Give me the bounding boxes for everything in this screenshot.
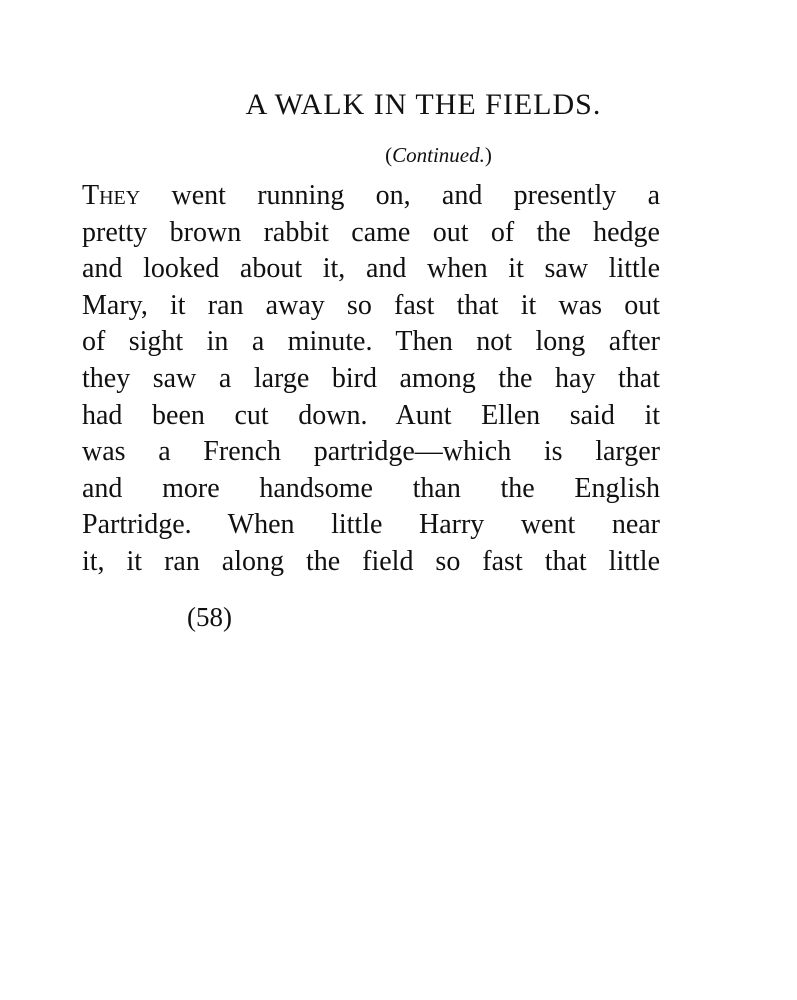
text-line-9: and more handsome than the English — [82, 472, 660, 504]
chapter-subtitle — [0, 140, 797, 170]
subtitle-open-paren: ( — [385, 143, 393, 167]
text-line-8: was a French partridge—which is larger — [82, 436, 660, 468]
text-line-6: they saw a large bird among the hay that — [82, 362, 660, 394]
text-line-2: pretty brown rabbit came out of the hedge — [82, 216, 660, 248]
text-line-1-rest: went running on, and presently a — [140, 180, 660, 211]
subtitle-close-paren: ) — [484, 143, 492, 167]
text-line-11: it, it ran along the field so fast that little — [82, 545, 660, 577]
drop-first-word: They — [82, 180, 141, 211]
text-line-1 — [82, 178, 660, 215]
text-line-7: had been cut down. Aunt Ellen said it — [82, 399, 660, 431]
subtitle-continued: Continued. — [392, 143, 485, 167]
page-number: (58) — [187, 602, 232, 632]
text-line-4: Mary, it ran away so fast that it was out — [82, 289, 660, 321]
text-line-10: Partridge. When little Harry went near — [82, 509, 660, 541]
chapter-title: A WALK IN THE FIELDS. — [245, 88, 602, 121]
text-line-3: and looked about it, and when it saw little — [82, 253, 660, 285]
text-line-5: of sight in a minute. Then not long after — [82, 326, 660, 358]
body-text — [82, 178, 660, 581]
